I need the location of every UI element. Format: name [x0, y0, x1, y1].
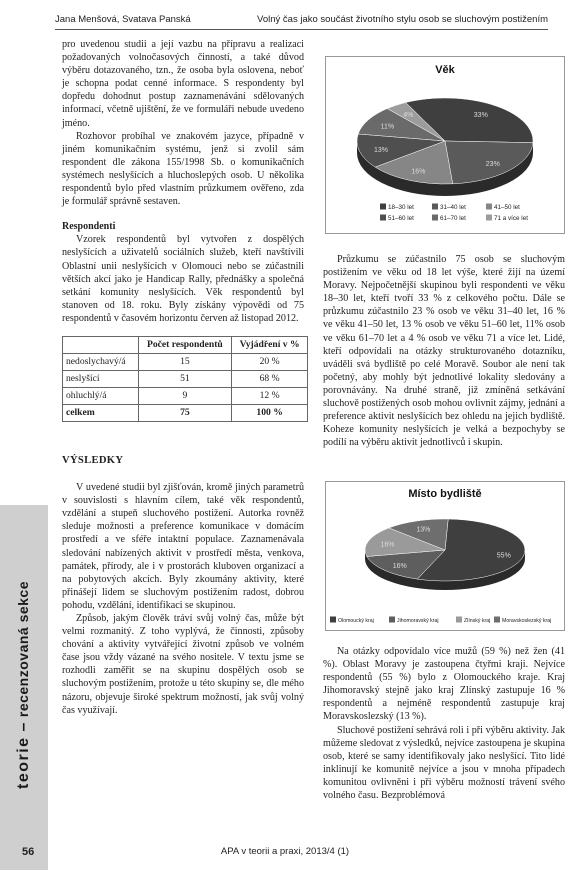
header-article-title: Volný čas jako součást životního stylu osob se sluchovým postižením: [257, 14, 548, 25]
legend-swatch: [389, 617, 395, 623]
right-column-lower: [323, 645, 565, 802]
respondents-table: [62, 336, 308, 422]
legend-swatch: [380, 215, 386, 221]
slice-value-label: 16%: [411, 168, 426, 176]
table-cell: 9: [138, 387, 232, 404]
table-cell: nedoslychavý/á: [63, 353, 139, 370]
table-row: [63, 387, 308, 404]
sidebar-word-recenzovana: recenzovaná sekce: [15, 580, 31, 718]
legend-label: 61–70 let: [440, 215, 466, 222]
header-rule: [55, 29, 548, 30]
table-header-row: [63, 336, 308, 353]
legend-swatch: [494, 617, 500, 623]
legend-swatch: [486, 204, 492, 210]
paragraph: Průzkumu se zúčastnilo 75 osob se sluchovým postižením ve věku od 18 let výše, které žijí na území Moravy. Nejpočetnější skupinou byli respondenti ve věku 18–30 let, kteří tvoří 33 % z celkového počtu. Dále se průzkumu zúčastnilo 23 % osob ve věku 31–40 let, 16 % ve věku 41–50 let, 13 % osob ve věku 51–60 let, 11% osob ve věku 61–70 let a 4 % osob ve věku 71 a více let. Lidé, kteří odpovídali na otázky strukturovaného dotazníku, uváděli svá bydliště po celé Moravě. Soubor ale není tak početný, aby mohly být jednotlivé lokality sledovány a porovnávány. Na druhé straně, již zmíněná setkávání sluchově postižených osob mohou ovlivnit zájmy, jednání a preference aktivit neslyšících bez ohledu na jejich bydliště. Koheze komunity neslyšících je velká a bezpochyby se podílí na výběru aktivit jednotlivců i skupin.: [323, 254, 565, 449]
table-cell: 51: [138, 370, 232, 387]
legend-label: Moravskoslezský kraj: [502, 618, 552, 624]
table-cell: 15: [138, 353, 232, 370]
legend-swatch: [432, 204, 438, 210]
paragraph: Způsob, jakým člověk tráví svůj volný čas, může být velmi rozmanitý. Z toho vyplývá, že činnosti, způsoby chování a aktivity vytvářející životní způsob ve volném čase jsou vždy vázané na svého nositele. V textu jsme se rozhodli zaměřit se na skupinu dospělých osob se sluchovým postižením, protože u této skupiny se, dle mého názoru, objevuje široké spektrum možností, jak svůj volný čas využívají.: [62, 613, 304, 716]
legend-swatch: [456, 617, 462, 623]
legend-label: 51–60 let: [388, 215, 414, 222]
table-cell: 12 %: [232, 387, 308, 404]
paragraph: pro uvedenou studii a její vazbu na přípravu a realizaci požadovaných volnočasových činností, a také důvod výběru dotazovaného, tzn., že osoba byla oslovena, neboť je schopna podat cenné informace. S respondenty byl dopředu dohodnut postup zaznamenávání sdělovaných informací, včetně ujištění, že ve formuláři nebude uvedeno jméno.: [62, 39, 304, 129]
legend-label: Zlínský kraj: [464, 618, 491, 624]
running-header: [0, 0, 570, 30]
sidebar-dash: –: [15, 717, 32, 737]
section-sidebar: [0, 505, 48, 870]
residence-chart: [325, 481, 565, 631]
slice-value-label: 16%: [380, 541, 395, 549]
legend-swatch: [432, 215, 438, 221]
age-chart: [325, 56, 565, 234]
age-pie-chart: [326, 57, 564, 233]
sidebar-word-teorie: teorie: [15, 736, 32, 790]
chart-title: Věk: [435, 64, 455, 76]
slice-value-label: 11%: [380, 123, 395, 131]
paragraph: Na otázky odpovídalo více mužů (59 %) než žen (41 %). Oblast Moravy je zastoupena čtyřmi kraji. Nejvíce respondentů (55 %) bylo z Olomouckého kraje. Kraj Jihomoravský stejně jako kraj Zlínský zastupuje 16 % respondentů a nejméně respondentů zastupuje kraj Moravskoslezský (13 %).: [323, 646, 565, 723]
table-cell: neslyšící: [63, 370, 139, 387]
table-cell: celkem: [63, 404, 139, 421]
legend-label: 41–50 let: [494, 204, 520, 211]
header-authors: Jana Menšová, Svatava Panská: [55, 14, 191, 25]
slice-value-label: 55%: [496, 552, 511, 560]
section-heading-vysledky: VÝSLEDKY: [62, 454, 124, 466]
table-header-cell: Vyjádření v %: [232, 336, 308, 353]
legend-label: Olomoucký kraj: [338, 618, 374, 624]
table-cell: 75: [138, 404, 232, 421]
paragraph: Rozhovor probíhal ve znakovém jazyce, případně v jiném komunikačním systému, jenž si zvolil sám respondent dle zákona 155/1998 Sb. o komunikačních systémech neslyšících a hluchoslepých osob. U několika respondentů bylo před vlastním průzkumem ověřeno, zda je formulář správně sestaven.: [62, 130, 304, 208]
table-header-cell: [63, 336, 139, 353]
chart-title: Místo bydliště: [408, 488, 482, 500]
legend-label: Jihomoravský kraj: [397, 618, 439, 624]
table-row: [63, 353, 308, 370]
slice-value-label: 13%: [416, 526, 431, 534]
slice-value-label: 13%: [373, 146, 389, 154]
paragraph: Sluchové postižení sehrává roli i při výběru aktivity. Jak můžeme sledovat z výsledků, nejvíce zastoupena je skupina osob, které se samy identifikovaly jako neslyšící. Tito lidé inklinují ke komunitě nejvíce a jsou v mnoha případech komunitou ovlivněni i při výběru možností trávení svého volného času. Bezproblémová: [323, 724, 565, 802]
table-cell: 20 %: [232, 353, 308, 370]
slice-value-label: 16%: [392, 563, 407, 571]
sidebar-label: [15, 581, 33, 789]
paragraph: Vzorek respondentů byl vytvořen z dospělých neslyšících a uživatelů sociálních služeb, kteří navštívili Oblastní unii neslyšících v Olomouci nebo se zúčastnili větších akcí jako je Handicap Rally, přednášky a společná setkání komunity neslyšících. Věk respondentů byl stanoven od 18. roku. Byly získány výpovědi od 75 respondentů v časovém horizontu červen až listopad 2012.: [62, 234, 304, 324]
legend-label: 18–30 let: [388, 204, 414, 211]
legend-swatch: [330, 617, 336, 623]
section-heading-respondenti: Respondenti: [62, 221, 116, 233]
slice-value-label: 33%: [473, 111, 488, 119]
slice-value-label: 4%: [403, 112, 414, 120]
left-column: [62, 38, 304, 717]
legend-swatch: [380, 204, 386, 210]
table-header-cell: Počet respondentů: [138, 336, 232, 353]
footer-journal: APA v teorii a praxi, 2013/4 (1): [220, 846, 350, 857]
right-column-upper: [323, 253, 565, 449]
table-cell: 100 %: [232, 404, 308, 421]
paragraph: V uvedené studii byl zjišťován, kromě jiných parametrů v souvislosti s hlavním cílem, také věk respondentů, vzdělání a stupeň sluchového postižení. Autorka rovněž sleduje možnosti a preference komunikace v domácím prostředí a ve sféře intaktní populace. Zaznamenávala sledování nabízených aktivit v prostředí města, venkova, památek, přírody, ale i v prostorách kluboven organizací a na pobytových akcích. Byly zkoumány aktivity, které přinášejí lidem se sluchovým postižením radost, dobrou pohodu, vzdělání, identifikaci se skupinou.: [62, 482, 304, 611]
legend-label: 71 a více let: [494, 215, 528, 222]
legend-label: 31–40 let: [440, 204, 466, 211]
table-cell: 68 %: [232, 370, 308, 387]
slice-value-label: 23%: [485, 161, 500, 169]
residence-pie-chart: [326, 482, 564, 630]
table-total-row: [63, 404, 308, 421]
page-number: 56: [22, 846, 35, 858]
table-row: [63, 370, 308, 387]
legend-swatch: [486, 215, 492, 221]
table-cell: ohluchlý/á: [63, 387, 139, 404]
